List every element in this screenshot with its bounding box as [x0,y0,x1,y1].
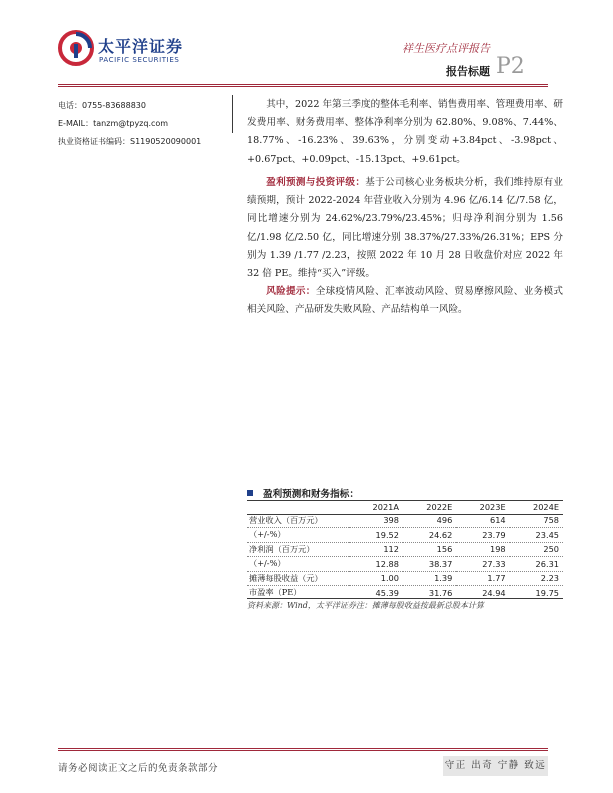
forecast-lead: 盈利预测与投资评级： [266,177,366,188]
report-title: 报告标题 [446,65,490,78]
body-paragraph-margins: 其中，2022 年第三季度的整体毛利率、销售费用率、管理费用率、研发费用率、财务费用率、整体净利率分别为 62.80%、9.08%、7.44%、18.77%、-16.23%、39.63%，分别变动+3.84pct、-3.98pct、+0.67pct、+0.09pct、-15.13pct、+9.61pct。 [247,99,563,165]
row-label: 净利润（百万元） [247,542,349,557]
footer-divider [58,748,548,749]
table-cell: 23.79 [456,528,509,543]
row-label: （+/-%） [247,557,349,572]
table-row [247,542,563,557]
table-title [247,486,359,500]
table-header-cell [247,500,349,514]
table-cell: 250 [510,542,563,557]
analyst-email: E-MAIL：tanzm@tpyzq.com [58,119,169,128]
table-cell: 1.77 [456,571,509,586]
square-bullet-icon [247,490,253,496]
table-header-cell: 2022E [426,501,453,512]
table-cell: 45.39 [375,587,399,598]
analyst-phone: 电话：0755-83688830 [58,101,146,110]
table-cell: 24.94 [482,587,506,598]
brand-name-cn: 太平洋证券 [98,37,184,56]
table-cell: 24.62 [403,528,456,543]
forecast-text: 基于公司核心业务板块分析，我们维持原有业绩预期，预计 2022-2024 年营业收入分别为 4.96 亿/6.14 亿/7.58 亿，同比增速分别为 24.62%/23.79%/23.45%；归母净利润分别为 1.56 亿/1.98 亿/2.50 亿，同比增速分别 38.37%/27.33%/26.31%；EPS 分别为 1.39 /1.77 /2.23，按照 2022 年 10 月 28 日收盘价对应 2022 年 32 倍 PE。维持“买入”评级。 [247,177,564,280]
table-cell: 496 [403,514,456,528]
table-header-cell: 2024E [532,501,559,512]
table-cell: 19.75 [535,587,559,598]
row-label: 市盈率（PE） [249,587,302,598]
body-paragraph-risk [247,283,563,319]
table-cell: 12.88 [349,557,403,572]
header-divider [58,84,548,85]
footer-motto-box [443,756,548,776]
contact-separator [232,95,233,133]
body-paragraph-forecast [247,174,563,283]
table-header-row [247,500,563,514]
table-cell: 27.33 [456,557,509,572]
table-row [247,571,563,586]
table-bottom-rule [247,598,563,599]
table-row [247,528,563,543]
table-cell: 758 [510,514,563,528]
risk-text: 全球疫情风险、汇率波动风险、贸易摩擦风险、业务模式相关风险、产品研发失败风险、产品结构单一风险。 [247,286,564,316]
table-header-rule [247,514,563,515]
footer-motto: 守正 出奇 宁静 致远 [444,760,547,771]
table-header-cell: 2021A [372,501,399,512]
table-source-note: 资料来源：Wind，太平洋证券注：摊薄每股收益按最新总股本计算 [247,601,484,610]
risk-lead: 风险提示： [266,286,316,297]
table-cell: 38.37 [403,557,456,572]
row-label: （+/-%） [247,528,349,543]
table-cell: 19.52 [349,528,403,543]
table-cell: 1.00 [349,571,403,586]
table-cell: 26.31 [510,557,563,572]
row-label: 摊薄每股收益（元） [247,571,349,586]
footer-divider-secondary [58,750,548,751]
table-cell: 2.23 [510,571,563,586]
table-cell: 112 [349,542,403,557]
table-cell: 31.76 [428,587,453,598]
table-cell: 156 [403,542,456,557]
table-cell: 614 [456,514,509,528]
header-divider-secondary [58,86,548,87]
table-header-cell: 2023E [479,501,506,512]
analyst-license: 执业资格证书编码：S1190520090001 [58,137,202,146]
table-cell: 398 [349,514,403,528]
row-label: 营业收入（百万元） [247,514,349,528]
report-type: 祥生医疗点评报告 [402,42,490,55]
table-top-rule [247,500,563,501]
table-title-text: 盈利预测和财务指标： [263,489,359,500]
table-row [247,514,563,528]
table-cell: 198 [456,542,509,557]
footer-disclaimer: 请务必阅读正文之后的免责条款部分 [58,763,219,774]
pacific-securities-logo-icon [58,30,94,66]
brand-name-en: PACIFIC SECURITIES [99,56,180,64]
table-row [247,557,563,572]
table-cell: 23.45 [510,528,563,543]
page-number: P2 [496,54,525,79]
table-cell: 1.39 [403,571,456,586]
